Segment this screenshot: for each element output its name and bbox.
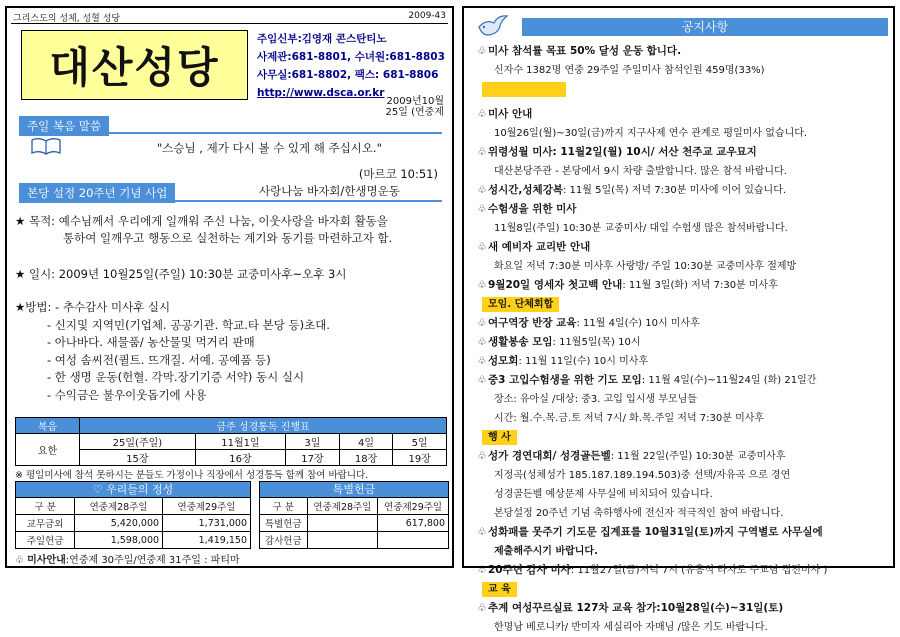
divider	[11, 23, 448, 24]
notice-item	[476, 447, 892, 466]
anniversary-subtitle: 사랑나눔 바자회/한생명운동	[259, 184, 400, 198]
notice-item	[476, 238, 892, 257]
clover-bullet-icon: ♧	[477, 337, 487, 348]
notice-title: 여구역장 반장 교육	[488, 317, 577, 329]
clover-bullet-icon: ♧	[477, 565, 487, 576]
office-line: 사무실:681-8802, 팩스: 681-8806	[257, 69, 439, 81]
clover-bullet-icon: ♧	[477, 356, 487, 367]
notice-title: 9월20일 영세자 첫고백 안내	[488, 279, 623, 291]
anniversary-heading: 본당 설정 20주년 기념 사업	[19, 183, 175, 203]
notice-detail: : 11월 3일(화) 저녁 7:30분 미사후	[622, 280, 778, 291]
notice-section-bar	[476, 80, 892, 105]
notice-item	[476, 42, 892, 61]
bulletin-right-panel	[462, 6, 895, 633]
notice-text: 10월26일(월)~30일(금)까지 지구사제 연수 관계로 평일미사 없습니다.	[494, 128, 808, 139]
notice-item	[476, 105, 892, 124]
book-label: 요한	[16, 434, 80, 466]
notice-detail: : 11월 22일(주일) 10:30분 교중미사후	[610, 451, 786, 462]
notice-text: 시간: 월.수.목.금.토 저녁 7시/ 화.목.주일 저녁 7:30분 미사후	[494, 413, 765, 424]
clover-bullet-icon: ♧	[477, 46, 487, 57]
notice-item	[476, 181, 892, 200]
dove-icon	[476, 13, 510, 39]
notice-item	[476, 352, 892, 371]
notice-heading: 공지사항	[522, 18, 888, 36]
gospel-heading: 주일 복음 말씀	[19, 116, 109, 136]
clover-bullet-icon: ♧	[477, 375, 487, 386]
notice-title: 추계 여성꾸르실료 127차 교육 참가:10월28일(수)~31일(토)	[488, 602, 784, 614]
notice-section-bar	[476, 295, 892, 314]
section-label: 모임. 단체회합	[482, 297, 559, 312]
table-row: 주일헌금 1,598,000 1,419,150	[16, 532, 251, 549]
section-label: 교 육	[482, 582, 517, 597]
mass-guide-icon: ♧	[15, 555, 28, 566]
parish-logo: 대산성당	[21, 30, 248, 100]
clover-bullet-icon: ♧	[477, 242, 487, 253]
notice-item	[476, 333, 892, 352]
section-label	[482, 82, 566, 97]
notice-text: 한명남 베로니카/ 반미자 세실리아 자매님 /많은 기도 바랍니다.	[494, 622, 768, 633]
clover-bullet-icon: ♧	[477, 280, 487, 291]
notice-detail: : 11월 4일(수)~11월24일 (화) 21일간	[641, 375, 817, 386]
notice-detail: : 11월27일(금)저녁 7시 (유흥식 라자로 주교님 집전미사 )	[570, 565, 828, 576]
list-item: - 아나바다. 새물품/ 농산물및 먹거리 판매	[47, 335, 255, 349]
issue-number: 2009-43	[408, 11, 446, 21]
notice-item	[476, 561, 892, 580]
notice-title: 성가 경연대회/ 성경골든벨	[488, 450, 611, 462]
bulletin-left-panel	[5, 6, 454, 568]
reading-note: ※ 평일미사에 참석 못하시는 분들도 가정이나 직장에서 성경통독 함께 참여 바랍니다.	[15, 470, 369, 481]
list-item: - 수익금은 불우이웃돕기에 사용	[47, 387, 207, 402]
clover-bullet-icon: ♧	[477, 527, 487, 538]
notice-title: 성시간,성체강복	[488, 184, 563, 196]
notice-list	[476, 42, 892, 637]
open-book-icon	[31, 137, 61, 155]
notice-item	[476, 276, 892, 295]
clover-bullet-icon: ♧	[477, 109, 487, 120]
clover-bullet-icon: ♧	[477, 318, 487, 329]
clover-bullet-icon: ♧	[477, 185, 487, 196]
notice-title: 미사 참석률 목표 50% 달성 운동 합니다.	[488, 45, 682, 57]
notice-title: 생활봉송 모임	[488, 336, 553, 348]
clover-bullet-icon: ♧	[477, 204, 487, 215]
divider	[19, 200, 442, 202]
notice-title: 20주년 감사 미사	[488, 564, 571, 576]
list-item: - 신지및 지역민(기업체. 공공기관. 학교.타 본당 등)초대.	[47, 317, 330, 332]
notice-text: 제출해주시기 바랍니다.	[494, 546, 598, 557]
notice-text: 화요일 저녁 7:30분 미사후 사랑방/ 주일 10:30분 교중미사후 절제방	[494, 261, 797, 272]
notice-detail: : 11월 5일(목) 저녁 7:30분 미사에 이어 있습니다.	[563, 185, 787, 196]
bible-table-title: 금주 성경통독 진행표	[80, 418, 447, 434]
notice-title: 중3 고입수험생을 위한 기도 모임	[488, 374, 642, 386]
notice-title: 성화패를 못주기 기도문 집계표를 10월31일(토)까지 구역별로 사무실에	[488, 526, 823, 538]
table-row: 특별헌금 617,800	[260, 515, 449, 532]
clover-bullet-icon: ♧	[477, 147, 487, 158]
clover-bullet-icon: ♧	[477, 451, 487, 462]
notice-text: 신자수 1382명 연중 29주일 주일미사 참석인원 459명(33%)	[494, 65, 765, 76]
offering-table: ♡ 우리들의 정성 구 분 연중제28주일 연중제29주일 교무금외 5,420,000 1,731,000 주일헌금 1,598,000 1,419,150	[15, 481, 251, 549]
notice-section-bar	[476, 580, 892, 599]
clover-bullet-icon: ♧	[477, 603, 487, 614]
notice-text: 성경골든벨 예상문제 사무실에 비치되어 있습니다.	[494, 489, 713, 500]
notice-section-bar	[476, 428, 892, 447]
priest-line: 주임신부:김영재 콘스탄티노	[257, 33, 387, 45]
list-item: - 한 생명 운동(헌혈. 각막.장기기증 서약) 동시 실시	[47, 370, 305, 384]
notice-title: 위령성월 미사: 11월2일(월) 10시/ 서산 천주교 교우묘지	[488, 146, 757, 158]
notice-item	[476, 314, 892, 333]
website-link[interactable]: http://www.dsca.or.kr	[257, 87, 385, 99]
notice-text: 장소: 유아실 /대상: 중3. 고입 입시생 부모님들	[494, 394, 697, 405]
mass-guide: ♧ 미사안내:연중제 30주일/연중제 31주일 : 파티마	[15, 555, 240, 566]
notice-text: 11월8일(주일) 10:30분 교중미사/ 대입 수험생 많은 참석바랍니다.	[494, 223, 788, 234]
notice-item	[476, 200, 892, 219]
table-row: 감사헌금	[260, 532, 449, 549]
notice-detail: : 11월 4일(수) 10시 미사후	[576, 318, 700, 329]
section-label: 행 사	[482, 430, 517, 445]
event-time: ★ 일시: 2009년 10월25일(주일) 10:30분 교중미사후~오후 3시	[15, 267, 347, 281]
purpose-text: ★ 목적: 예수님께서 우리에게 일깨워 주신 나눔, 이웃사랑을 바자회 활동을 통하여 일깨우고 행동으로 실천하는 계기와 동기를 마련하고자 함.	[15, 214, 393, 245]
gospel-quote: "스승님 , 제가 다시 볼 수 있게 해 주십시오."	[157, 141, 382, 155]
parish-name: 그리스도의 성체, 성혈 성당	[13, 14, 121, 24]
bible-reading-table: 복음 금주 성경통독 진행표 요한 25일(주일) 11월1일 3일 4일 5일 15장 16장 17장 18장 19장	[15, 417, 447, 466]
notice-item	[476, 143, 892, 162]
notice-detail: : 11월5일(목) 10시	[552, 337, 641, 348]
list-item: - 여성 솜씨전(퀼트. 뜨개질. 서예. 공예품 등)	[47, 352, 271, 367]
rectory-line: 사제관:681-8801, 수녀원:681-8803	[257, 51, 445, 63]
method-list: ★방법: - 추수감사 미사후 실시 - 신지및 지역민(기업체. 공공기관. 학교.타 본당 등)초대. - 아나바다. 새물품/ 농산물및 먹거리 판매 - 여성 솜씨전(퀼트. 뜨개질. 서예. 공예품 등) - 한 생명 운동(헌혈. 각막.장기기증 서약) 동시 실시 - 수익금은 불우이웃돕기에 사용	[15, 299, 330, 404]
notice-item	[476, 523, 892, 542]
notice-title: 미사 안내	[488, 108, 533, 120]
special-offering-table: 특별헌금 구 분 연중제28주일 연중제29주일 특별헌금 617,800 감사헌금	[259, 481, 449, 549]
notice-title: 새 예비자 교리반 안내	[488, 241, 591, 253]
notice-title: 성모회	[488, 355, 519, 367]
table-row: 교무금외 5,420,000 1,731,000	[16, 515, 251, 532]
notice-item	[476, 599, 892, 618]
notice-text: 대산본당주관 - 본당에서 9시 차량 출발합니다. 많은 참석 바랍니다.	[494, 166, 787, 177]
notice-text: 본당설정 20주년 기념 축하행사에 전신자 적극적인 참여 바랍니다.	[494, 508, 784, 519]
notice-item	[476, 371, 892, 390]
notice-detail: : 11월 11일(수) 10시 미사후	[518, 356, 649, 367]
contact-info	[257, 30, 445, 102]
gospel-citation: (마르코 10:51)	[358, 167, 438, 181]
notice-title: 수험생을 위한 미사	[488, 203, 577, 215]
notice-text: 지정곡(성체성가 185.187.189.194.503)중 선택/자유곡 으로 경연	[494, 470, 791, 481]
issue-date: 2009년10월 25일 (연중제	[385, 96, 444, 118]
divider	[19, 132, 442, 134]
